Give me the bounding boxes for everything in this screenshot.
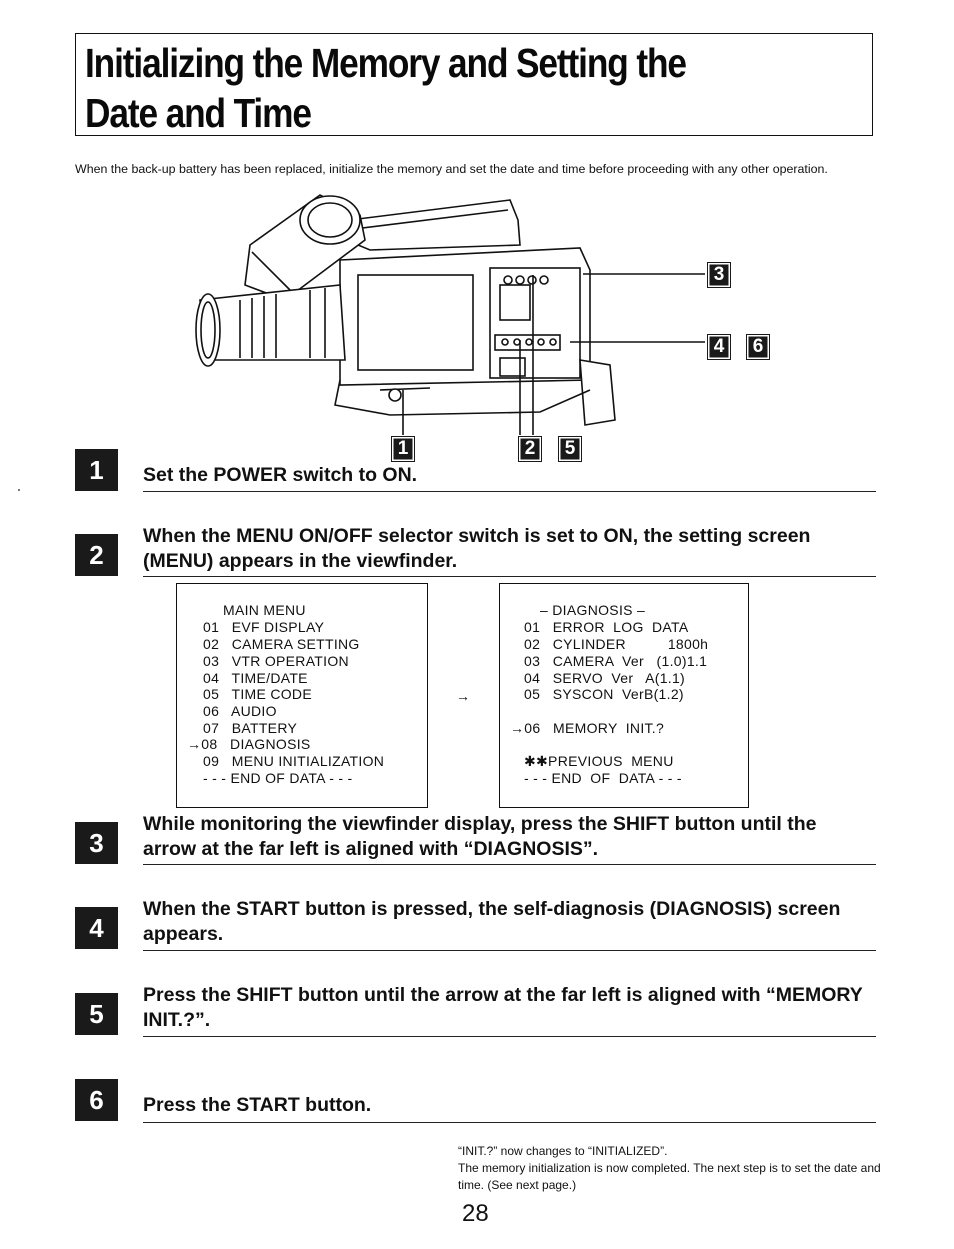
step-number-3: 3 [75, 822, 118, 864]
diagnosis-menu-line: – DIAGNOSIS – [540, 602, 646, 618]
diagnosis-menu-line: 03 CAMERA Ver (1.0)1.1 [524, 653, 708, 669]
step-number-4: 4 [75, 907, 118, 949]
main-menu-line: 06 AUDIO [203, 703, 277, 719]
main-menu-line: MAIN MENU [223, 602, 306, 618]
callout-4: 4 [707, 334, 731, 360]
completion-note [458, 1143, 883, 1194]
step-4-text: When the START button is pressed, the self-diagnosis (DIAGNOSIS) screen appears. [143, 898, 841, 945]
stray-mark [18, 489, 20, 491]
diagnosis-menu-line: 05 SYSCON VerB(1.2) [524, 686, 684, 702]
callout-2: 2 [518, 436, 542, 462]
step-3-rule [143, 864, 876, 865]
main-menu-line: 04 TIME/DATE [203, 670, 308, 686]
diagnosis-menu-line: 04 SERVO Ver A(1.1) [524, 670, 686, 686]
note-line: “INIT.?” now changes to “INITIALIZED”. [458, 1144, 668, 1158]
main-menu-line: 07 BATTERY [203, 720, 298, 736]
note-line: The memory initialization is now completed. The next step is to set the date and time. (See next page.) [458, 1161, 881, 1192]
diagnosis-menu-line: 02 CYLINDER 1800h [524, 636, 709, 652]
diagnosis-menu-line: 01 ERROR LOG DATA [524, 619, 689, 635]
step-6-rule [143, 1122, 876, 1123]
diagnosis-menu-line: - - - END OF DATA - - - [524, 770, 682, 786]
diagnosis-menu-screen [499, 583, 749, 808]
step-number-1: 1 [75, 449, 118, 491]
step-number-5: 5 [75, 993, 118, 1035]
title-box [75, 33, 873, 136]
step-6-text: Press the START button. [143, 1094, 372, 1116]
main-menu-screen [176, 583, 428, 808]
main-menu-line: - - - END OF DATA - - - [203, 770, 353, 786]
page-title: Initializing the Memory and Setting the Date and Time [85, 40, 686, 136]
step-number-6: 6 [75, 1079, 118, 1121]
step-3-text: While monitoring the viewfinder display, press the SHIFT button until the arrow at the far left is aligned with “DIAGNOSIS”. [143, 813, 817, 860]
main-menu-line: 03 VTR OPERATION [203, 653, 349, 669]
main-menu-line: 02 CAMERA SETTING [203, 636, 360, 652]
diagnosis-menu-line: ✱✱PREVIOUS MENU [524, 753, 674, 769]
diagnosis-menu-line-selected: →06 MEMORY INIT.? [510, 720, 665, 736]
step-5-rule [143, 1036, 876, 1037]
step-2-rule [143, 576, 876, 577]
intro-text: When the back-up battery has been replaced, initialize the memory and set the date and time before proceeding with any other operation. [75, 162, 828, 176]
main-menu-line: 09 MENU INITIALIZATION [203, 753, 385, 769]
main-menu-line-selected: →08 DIAGNOSIS [187, 736, 311, 752]
step-1-rule [143, 491, 876, 492]
step-1-text: Set the POWER switch to ON. [143, 464, 418, 486]
callout-6: 6 [746, 334, 770, 360]
step-number-2: 2 [75, 534, 118, 576]
callout-1: 1 [391, 436, 415, 462]
page-number: 28 [462, 1200, 489, 1227]
main-menu-line: 05 TIME CODE [203, 686, 312, 702]
step-2-text: When the MENU ON/OFF selector switch is set to ON, the setting screen (MENU) appears in the viewfinder. [143, 525, 811, 572]
callout-5: 5 [558, 436, 582, 462]
step-5-text: Press the SHIFT button until the arrow at the far left is aligned with “MEMORY INIT.?”. [143, 984, 863, 1031]
step-4-rule [143, 950, 876, 951]
main-menu-line: 01 EVF DISPLAY [203, 619, 325, 635]
callout-3: 3 [707, 262, 731, 288]
camcorder-illustration [190, 190, 790, 460]
transition-arrow: → [456, 688, 470, 704]
